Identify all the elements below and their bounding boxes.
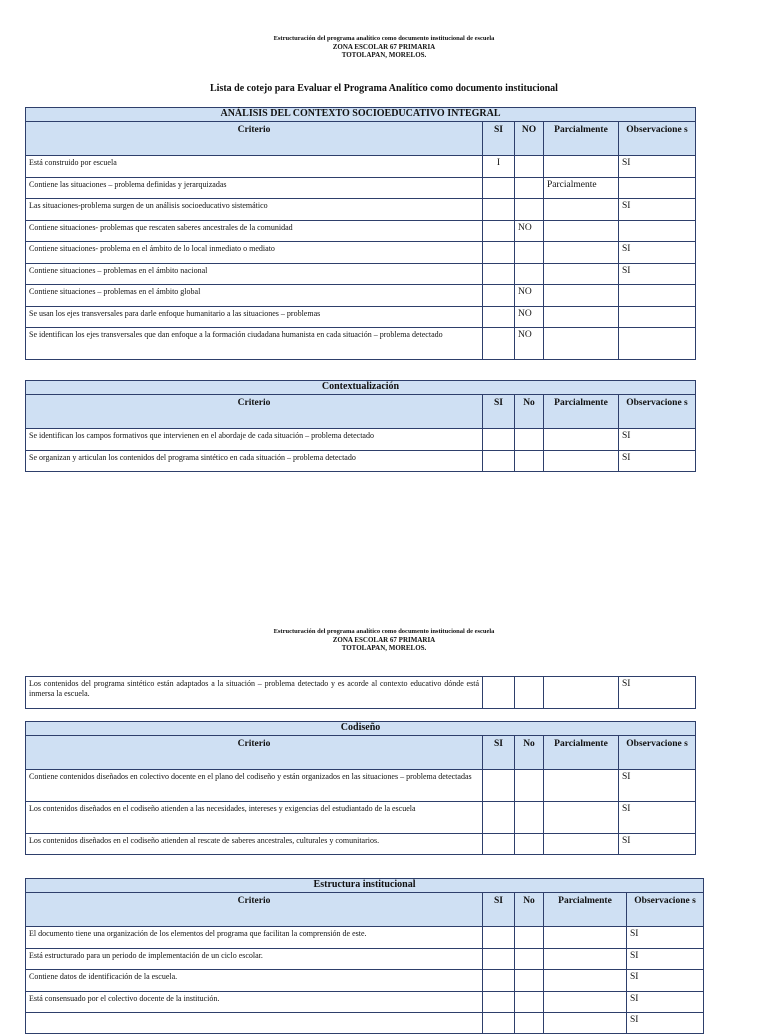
criterio-cell: Contiene situaciones – problemas en el ámbito nacional <box>26 264 483 285</box>
criterio-header: Criterio <box>26 395 483 429</box>
table-row <box>26 264 696 285</box>
section-title-row <box>26 381 696 395</box>
si-cell <box>483 970 515 992</box>
table-row <box>26 1013 704 1034</box>
table-row <box>26 156 696 178</box>
si-header: SI <box>483 893 515 927</box>
column-header-row <box>26 736 696 770</box>
no-cell <box>515 927 544 949</box>
criterio-cell: Se organizan y articulan los contenidos del programa sintético en cada situación – problema detectado <box>26 451 483 472</box>
no-cell <box>515 992 544 1013</box>
section-title-row <box>26 108 696 122</box>
parcialmente-cell <box>544 1013 627 1034</box>
si-cell <box>483 328 515 360</box>
criterio-cell: El documento tiene una organización de los elementos del programa que facilitan la comprensión de este. <box>26 927 483 949</box>
parcialmente-cell <box>544 307 619 328</box>
no-cell <box>515 970 544 992</box>
no-cell: NO <box>515 307 544 328</box>
observaciones-cell: SI <box>627 970 704 992</box>
no-header: No <box>515 736 544 770</box>
criterio-cell: Está consensuado por el colectivo docente de la institución. <box>26 992 483 1013</box>
parcialmente-cell: Parcialmente <box>544 178 619 199</box>
no-header: No <box>515 395 544 429</box>
estructura-institucional-table <box>25 878 704 1034</box>
si-cell <box>483 770 515 802</box>
observaciones-cell: SI <box>619 429 696 451</box>
table-row <box>26 677 696 709</box>
criterio-cell: Contiene contenidos diseñados en colectivo docente en el plano del codiseño y están organizados en las situaciones – problema detectadas <box>26 770 483 802</box>
no-cell <box>515 834 544 855</box>
criterio-header: Criterio <box>26 736 483 770</box>
document-title: Lista de cotejo para Evaluar el Programa Analítico como documento institucional <box>210 83 558 94</box>
page2-header <box>0 628 768 652</box>
table-row <box>26 802 696 834</box>
contextualizacion-table <box>25 380 696 472</box>
observaciones-cell <box>619 307 696 328</box>
codiseno-table <box>25 721 696 855</box>
parcialmente-cell <box>544 451 619 472</box>
parcialmente-header: Parcialmente <box>544 395 619 429</box>
no-cell <box>515 178 544 199</box>
observaciones-cell: SI <box>627 949 704 970</box>
observaciones-cell: SI <box>619 451 696 472</box>
observaciones-cell: SI <box>619 802 696 834</box>
si-cell <box>483 307 515 328</box>
criterio-cell: Contiene situaciones – problemas en el ámbito global <box>26 285 483 307</box>
no-cell <box>515 677 544 709</box>
header-line-1: Estructuración del programa analítico como documento institucional de escuela <box>273 628 495 635</box>
observaciones-header: Observacione s <box>619 122 696 156</box>
analisis-table <box>25 107 696 360</box>
observaciones-cell <box>619 178 696 199</box>
parcialmente-cell <box>544 677 619 709</box>
si-cell <box>483 199 515 221</box>
section-title-row <box>26 879 704 893</box>
criterio-cell: Las situaciones-problema surgen de un análisis socioeducativo sistemático <box>26 199 483 221</box>
table-row <box>26 199 696 221</box>
no-cell: NO <box>515 285 544 307</box>
si-cell <box>483 264 515 285</box>
criterio-cell: Contiene situaciones- problema en el ámbito de lo local inmediato o mediato <box>26 242 483 264</box>
no-cell: NO <box>515 221 544 242</box>
table-row <box>26 949 704 970</box>
table-row <box>26 242 696 264</box>
observaciones-cell <box>619 285 696 307</box>
header-line-2: ZONA ESCOLAR 67 PRIMARIA <box>332 636 436 644</box>
si-cell <box>483 927 515 949</box>
si-cell <box>483 178 515 199</box>
parcialmente-cell <box>544 970 627 992</box>
table-row <box>26 927 704 949</box>
section-title: Estructura institucional <box>26 879 704 893</box>
table-row <box>26 834 696 855</box>
observaciones-cell: SI <box>627 992 704 1013</box>
criterio-cell: Los contenidos del programa sintético están adaptados a la situación – problema detectado y es acorde al contexto educativo dónde está inmersa la escuela. <box>26 677 483 709</box>
parcialmente-header: Parcialmente <box>544 893 627 927</box>
criterio-cell: Los contenidos diseñados en el codiseño atienden al rescate de saberes ancestrales, culturales y comunitarios. <box>26 834 483 855</box>
parcialmente-cell <box>544 285 619 307</box>
si-cell <box>483 949 515 970</box>
criterio-cell: Contiene datos de identificación de la escuela. <box>26 970 483 992</box>
observaciones-cell: SI <box>619 677 696 709</box>
observaciones-cell: SI <box>619 834 696 855</box>
parcialmente-cell <box>544 949 627 970</box>
observaciones-cell: SI <box>619 770 696 802</box>
si-cell <box>483 802 515 834</box>
si-cell <box>483 221 515 242</box>
criterio-cell: Se identifican los ejes transversales que dan enfoque a la formación ciudadana humanista en cada situación – problema detectado <box>26 328 483 360</box>
observaciones-cell: SI <box>619 156 696 178</box>
si-cell <box>483 285 515 307</box>
parcialmente-cell <box>544 328 619 360</box>
section-title: ANÁLISIS DEL CONTEXTO SOCIOEDUCATIVO INTEGRAL <box>26 108 696 122</box>
table-row <box>26 770 696 802</box>
table-row <box>26 178 696 199</box>
criterio-cell: Está estructurado para un periodo de implementación de un ciclo escolar. <box>26 949 483 970</box>
observaciones-cell: SI <box>619 199 696 221</box>
column-header-row <box>26 893 704 927</box>
observaciones-header: Observacione s <box>627 893 704 927</box>
parcialmente-header: Parcialmente <box>544 736 619 770</box>
criterio-cell: Contiene situaciones- problemas que rescaten saberes ancestrales de la comunidad <box>26 221 483 242</box>
column-header-row <box>26 395 696 429</box>
table-row <box>26 451 696 472</box>
si-header: SI <box>483 122 515 156</box>
table-row <box>26 221 696 242</box>
parcialmente-cell <box>544 242 619 264</box>
header-line-1: Estructuración del programa analítico como documento institucional de escuela <box>273 35 495 42</box>
observaciones-cell <box>619 328 696 360</box>
observaciones-header: Observacione s <box>619 736 696 770</box>
table-row <box>26 429 696 451</box>
section-title: Contextualización <box>26 381 696 395</box>
table-row <box>26 328 696 360</box>
criterio-cell: Se identifican los campos formativos que intervienen en el abordaje de cada situación – problema detectado <box>26 429 483 451</box>
observaciones-cell: SI <box>619 264 696 285</box>
no-header: NO <box>515 122 544 156</box>
parcialmente-cell <box>544 834 619 855</box>
parcialmente-cell <box>544 802 619 834</box>
column-header-row <box>26 122 696 156</box>
si-cell <box>483 1013 515 1034</box>
table-row <box>26 970 704 992</box>
no-cell <box>515 264 544 285</box>
no-header: No <box>515 893 544 927</box>
si-cell <box>483 992 515 1013</box>
header-line-3: TOTOLAPAN, MORELOS. <box>341 644 427 652</box>
si-cell <box>483 834 515 855</box>
header-line-2: ZONA ESCOLAR 67 PRIMARIA <box>332 43 436 51</box>
si-header: SI <box>483 736 515 770</box>
observaciones-header: Observacione s <box>619 395 696 429</box>
criterio-cell: Los contenidos diseñados en el codiseño atienden a las necesidades, intereses y exigencias del estudiantado de la escuela <box>26 802 483 834</box>
section-title-row <box>26 722 696 736</box>
criterio-header: Criterio <box>26 122 483 156</box>
continuation-table <box>25 676 696 709</box>
criterio-cell: Se usan los ejes transversales para darle enfoque humanitario a las situaciones – problemas <box>26 307 483 328</box>
parcialmente-cell <box>544 264 619 285</box>
no-cell <box>515 199 544 221</box>
si-cell <box>483 429 515 451</box>
table-row <box>26 992 704 1013</box>
observaciones-cell: SI <box>627 1013 704 1034</box>
parcialmente-cell <box>544 429 619 451</box>
si-cell <box>483 677 515 709</box>
no-cell <box>515 156 544 178</box>
parcialmente-cell <box>544 770 619 802</box>
parcialmente-cell <box>544 927 627 949</box>
parcialmente-cell <box>544 221 619 242</box>
parcialmente-cell <box>544 992 627 1013</box>
criterio-cell <box>26 1013 483 1034</box>
section-title: Codiseño <box>26 722 696 736</box>
no-cell <box>515 242 544 264</box>
header-line-3: TOTOLAPAN, MORELOS. <box>341 51 427 59</box>
no-cell <box>515 802 544 834</box>
si-cell <box>483 451 515 472</box>
no-cell <box>515 429 544 451</box>
observaciones-cell: SI <box>627 927 704 949</box>
table-row <box>26 307 696 328</box>
table-row <box>26 285 696 307</box>
parcialmente-cell <box>544 199 619 221</box>
si-header: SI <box>483 395 515 429</box>
no-cell <box>515 949 544 970</box>
no-cell <box>515 451 544 472</box>
observaciones-cell <box>619 221 696 242</box>
criterio-cell: Contiene las situaciones – problema definidas y jerarquizadas <box>26 178 483 199</box>
criterio-cell: Está construido por escuela <box>26 156 483 178</box>
observaciones-cell: SI <box>619 242 696 264</box>
parcialmente-cell <box>544 156 619 178</box>
no-cell: NO <box>515 328 544 360</box>
parcialmente-header: Parcialmente <box>544 122 619 156</box>
no-cell <box>515 770 544 802</box>
si-cell: I <box>483 156 515 178</box>
si-cell <box>483 242 515 264</box>
no-cell <box>515 1013 544 1034</box>
page-header <box>0 35 768 59</box>
criterio-header: Criterio <box>26 893 483 927</box>
